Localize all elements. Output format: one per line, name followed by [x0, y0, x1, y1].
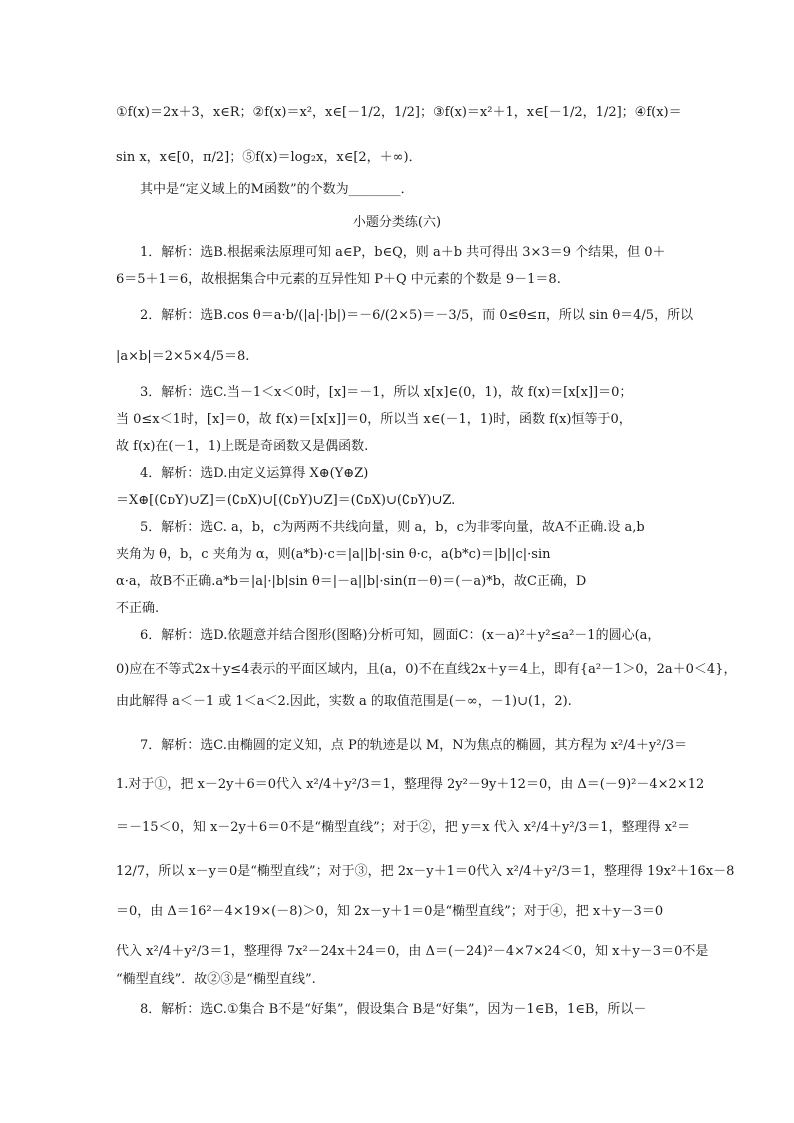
text-line: “椭型直线”．故②③是“椭型直线”.: [116, 972, 316, 987]
text-line: 当 0≤x＜1时，[x]＝0，故 f(x)＝[x[x]]＝0，所以当 x∈(－1，1)时，函数 f(x)恒等于0，: [116, 412, 632, 427]
text-line: α·a，故B不正确.a*b＝|a|·|b|sin θ＝|－a||b|·sin(π－θ)＝(－a)*b，故C正确，D: [116, 574, 587, 589]
text-line: 代入 x²/4＋y²/3＝1，整理得 7x²－24x＋24＝0，由 Δ＝(－24)²－4×7×24＜0，知 x＋y－3＝0不是: [116, 944, 709, 959]
text-line: 不正确.: [116, 601, 160, 616]
text-line: ＝X⊕[(∁ᴅY)∪Z]＝(∁ᴅX)∪[(∁ᴅY)∪Z]＝(∁ᴅX)∪(∁ᴅY)∪Z.: [116, 493, 456, 508]
text-line: 7．解析：选C.由椭圆的定义知，点 P的轨迹是以 M，N为焦点的椭圆，其方程为 x²/4＋y²/3＝: [140, 738, 688, 753]
text-line: ＝0，由 Δ＝16²－4×19×(－8)＞0，知 2x－y＋1＝0是“椭型直线”；对于④，把 x＋y－3＝0: [116, 904, 664, 919]
text-line: 故 f(x)在(－1，1)上既是奇函数又是偶函数.: [116, 439, 369, 454]
text-line: 1.对于①，把 x－2y＋6＝0代入 x²/4＋y²/3＝1，整理得 2y²－9y＋12＝0，由 Δ＝(－9)²－4×2×12: [116, 777, 705, 792]
text-line: 2．解析：选B.cos θ＝a·b/(|a|·|b|)＝－6/(2×5)＝－3/5，而 0≤θ≤π，所以 sin θ＝4/5，所以: [140, 308, 694, 323]
text-line: 12/7，所以 x－y＝0是“椭型直线”；对于③，把 2x－y＋1＝0代入 x²/4＋y²/3＝1，整理得 19x²＋16x－8: [116, 864, 735, 879]
text-line: 3．解析：选C.当－1＜x＜0时，[x]＝－1，所以 x[x]∈(0，1)，故 f(x)＝[x[x]]＝0；: [140, 385, 633, 400]
text-line: 1．解析：选B.根据乘法原理可知 a∈P，b∈Q，则 a＋b 共可得出 3×3＝9 个结果，但 0＋: [140, 245, 666, 260]
text-line: 由此解得 a＜－1 或 1＜a＜2.因此，实数 a 的取值范围是(－∞，－1)∪(1，2).: [116, 694, 572, 709]
text-line: ①f(x)＝2x＋3，x∈R；②f(x)＝x²，x∈[－1/2，1/2]；③f(x)＝x²＋1，x∈[－1/2，1/2]；④f(x)＝: [116, 105, 682, 120]
text-line: sin x，x∈[0，π/2]；⑤f(x)＝log₂x，x∈[2，＋∞)．: [116, 150, 422, 165]
section-title: 小题分类练(六): [352, 215, 442, 230]
text-line: 8．解析：选C.①集合 B不是“好集”，假设集合 B是“好集”，因为－1∈B，1∈B，所以－: [140, 1002, 647, 1017]
text-line: 其中是“定义域上的M函数”的个数为________．: [140, 182, 414, 197]
text-line: 夹角为 θ，b，c 夹角为 α，则(a*b)·c＝|a||b|·sin θ·c，a(b*c)＝|b||c|·sin: [116, 547, 551, 562]
text-line: 5．解析：选C. a，b，c为两两不共线向量，则 a，b，c为非零向量，故A不正确.设 a,b: [140, 520, 645, 535]
text-line: 6．解析：选D.依题意并结合图形(图略)分析可知，圆面C：(x－a)²＋y²≤a²－1的圆心(a，: [140, 628, 661, 643]
text-line: 4．解析：选D.由定义运算得 X⊕(Y⊕Z): [140, 466, 369, 481]
text-line: 6＝5＋1＝6，故根据集合中元素的互异性知 P＋Q 中元素的个数是 9－1＝8.: [116, 272, 561, 287]
text-line: |a×b|＝2×5×4/5＝8.: [116, 349, 250, 364]
text-line: 0)应在不等式2x＋y≤4表示的平面区域内，且(a，0)不在直线2x＋y＝4上，即有{a²－1＞0，2a＋0＜4}，: [116, 662, 737, 677]
text-line: ＝－15＜0，知 x－2y＋6＝0不是“椭型直线”；对于②，把 y＝x 代入 x²/4＋y²/3＝1，整理得 x²＝: [116, 820, 691, 835]
